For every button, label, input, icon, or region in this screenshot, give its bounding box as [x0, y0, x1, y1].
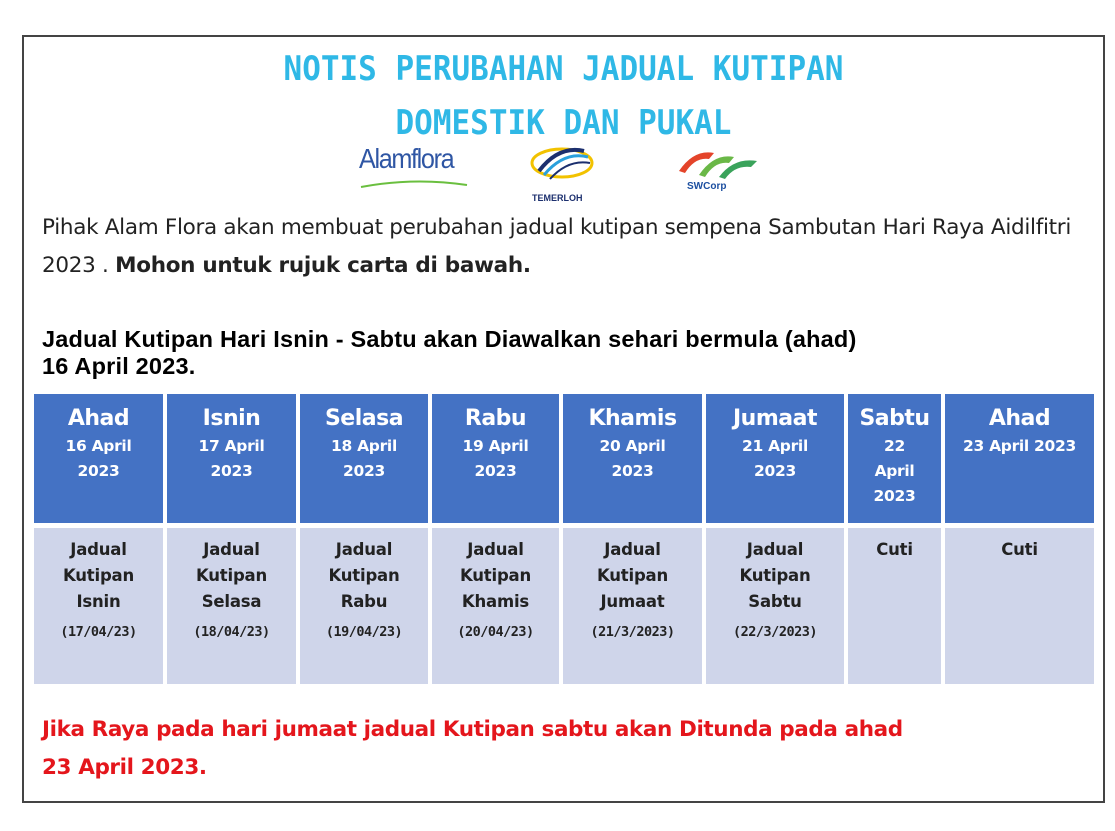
schedule-body-text: Rabu — [340, 592, 388, 611]
schedule-body-text: Cuti — [1001, 540, 1038, 559]
alamflora-logo — [359, 143, 464, 175]
schedule-body-date: (20/04/23) — [457, 624, 534, 640]
schedule-body-text: Jadual — [70, 540, 127, 559]
schedule-date-label: 19 April — [462, 437, 529, 455]
swcorp-logo — [669, 145, 769, 205]
schedule-body-text: Jadual — [467, 540, 524, 559]
alamflora-logo-text: Alamflora — [359, 143, 454, 174]
schedule-date-label: 2023 — [343, 462, 385, 480]
notice-frame — [22, 35, 1105, 803]
footer-note-line2: 23 April 2023. — [42, 755, 207, 780]
schedule-header-cell — [563, 394, 702, 523]
schedule-header-cell — [945, 394, 1094, 523]
schedule-date-label: 17 April — [198, 437, 265, 455]
schedule-day-label: Ahad — [67, 406, 130, 431]
schedule-body-text: Jadual — [335, 540, 393, 559]
intro-paragraph — [42, 209, 1082, 285]
schedule-date-label: 18 April — [331, 437, 397, 455]
schedule-header-cell — [300, 394, 428, 523]
schedule-header-cell — [34, 394, 163, 523]
schedule-body-text: Jadual — [604, 540, 661, 559]
schedule-day-label: Sabtu — [859, 406, 930, 431]
schedule-body-cell — [945, 528, 1094, 684]
schedule-body-text: Khamis — [461, 592, 530, 611]
swcorp-logo-text: SWCorp — [687, 181, 727, 192]
footer-note-line1: Jika Raya pada hari jumaat jadual Kutipan sabtu akan Ditunda pada ahad — [42, 717, 903, 742]
schedule-body-cell — [34, 528, 163, 684]
schedule-heading-line1: Jadual Kutipan Hari Isnin - Sabtu akan Diawalkan sehari bermula (ahad) — [42, 326, 857, 352]
schedule-header-cell — [706, 394, 844, 523]
schedule-heading — [42, 326, 1092, 380]
schedule-date-label: 2023 — [210, 462, 253, 480]
schedule-date-label: 2023 — [77, 462, 120, 480]
schedule-date-label: 16 April — [65, 437, 132, 455]
schedule-body-text: Kutipan — [195, 566, 268, 585]
schedule-table — [34, 394, 1094, 686]
schedule-day-label: Rabu — [464, 406, 527, 431]
schedule-body-text: Jadual — [203, 540, 260, 559]
schedule-body-text: Kutipan — [596, 566, 669, 585]
alamflora-swoosh-icon — [359, 179, 469, 195]
schedule-body-text: Jadual — [746, 540, 804, 559]
schedule-day-label: Khamis — [588, 406, 677, 431]
intro-text: Pihak Alam Flora akan membuat perubahan jadual kutipan sempena Sambutan Hari Raya Aidilfitri 2023 . — [42, 215, 1071, 278]
schedule-body-text: Selasa — [201, 592, 262, 611]
schedule-header-cell — [848, 394, 941, 523]
schedule-date-label: 2023 — [474, 462, 517, 480]
swcorp-waves-icon — [669, 145, 769, 183]
schedule-body-text: Isnin — [76, 592, 121, 611]
schedule-body-text: Kutipan — [62, 566, 135, 585]
temerloh-logo — [514, 141, 604, 207]
schedule-body-date: (21/3/2023) — [590, 624, 675, 640]
schedule-body-cell — [706, 528, 844, 684]
schedule-day-label: Jumaat — [733, 406, 817, 431]
schedule-body-date: (17/04/23) — [60, 624, 137, 640]
schedule-date-label: April — [874, 462, 915, 480]
schedule-body-cell — [432, 528, 559, 684]
schedule-date-label: 23 April 2023 — [963, 437, 1076, 455]
intro-bold-text: Mohon untuk rujuk carta di bawah. — [115, 253, 531, 278]
schedule-body-cell — [300, 528, 428, 684]
schedule-body-text: Kutipan — [739, 566, 811, 585]
schedule-body-cell — [563, 528, 702, 684]
schedule-date-label: 21 April — [742, 437, 808, 455]
schedule-header-cell — [167, 394, 296, 523]
notice-title-line2: DOMESTIK DAN PUKAL — [395, 103, 732, 143]
schedule-day-label: Selasa — [324, 406, 404, 431]
schedule-date-label: 2023 — [873, 487, 916, 505]
temerloh-logo-text: TEMERLOH — [532, 193, 583, 203]
schedule-date-label: 20 April — [599, 437, 666, 455]
schedule-day-label: Isnin — [202, 406, 261, 431]
notice-title-line1: NOTIS PERUBAHAN JADUAL KUTIPAN — [283, 49, 844, 89]
schedule-body-date: (19/04/23) — [325, 624, 403, 640]
schedule-day-label: Ahad — [988, 406, 1051, 431]
schedule-date-label: 2023 — [754, 462, 796, 480]
schedule-body-date: (22/3/2023) — [733, 624, 817, 640]
schedule-date-label: 2023 — [611, 462, 654, 480]
temerloh-emblem-icon — [514, 141, 604, 187]
footer-note — [42, 711, 1082, 787]
schedule-body-cell — [167, 528, 296, 684]
schedule-body-text: Jumaat — [600, 592, 665, 611]
schedule-body-text: Sabtu — [748, 592, 802, 611]
schedule-body-text: Cuti — [876, 540, 913, 559]
schedule-date-label: 22 — [884, 437, 905, 455]
schedule-body-cell — [848, 528, 941, 684]
schedule-heading-line2: 16 April 2023. — [42, 353, 196, 379]
schedule-body-text: Kutipan — [459, 566, 532, 585]
schedule-header-cell — [432, 394, 559, 523]
schedule-body-text: Kutipan — [328, 566, 400, 585]
schedule-body-date: (18/04/23) — [193, 624, 270, 640]
